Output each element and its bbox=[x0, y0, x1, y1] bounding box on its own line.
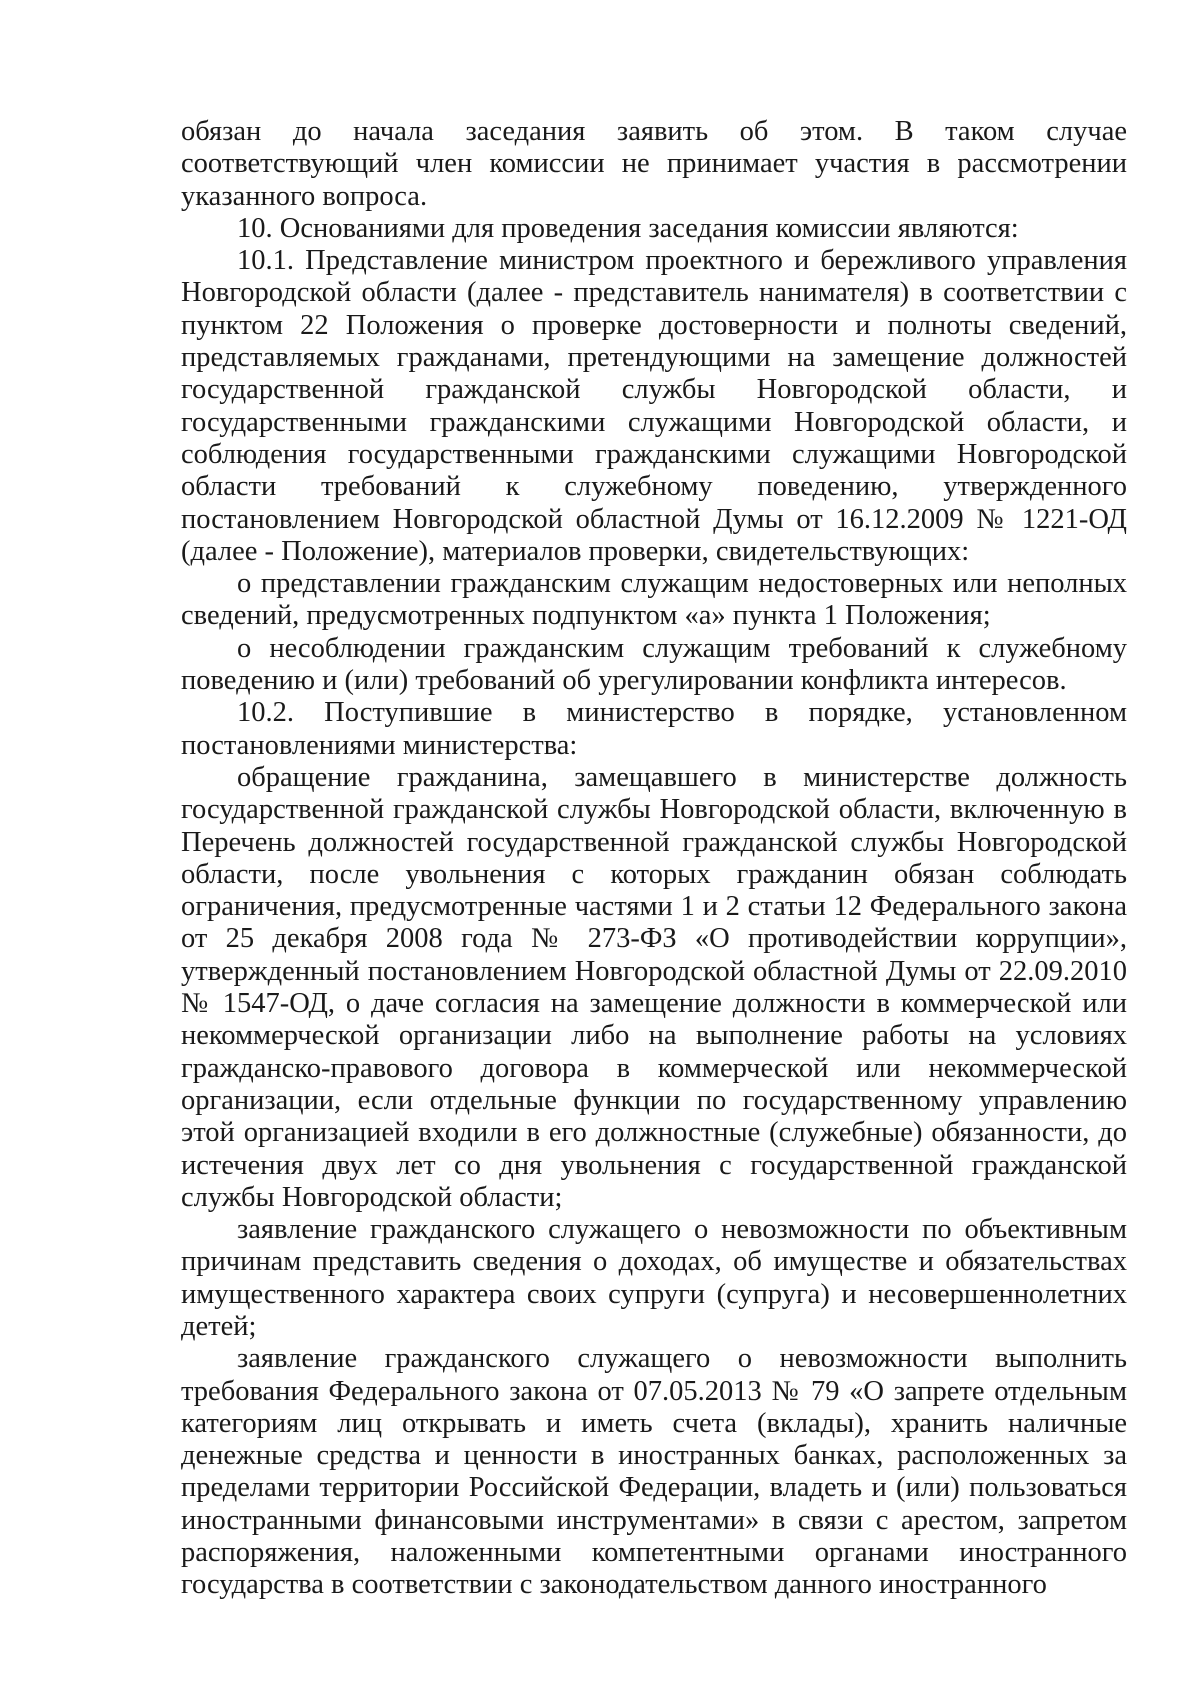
paragraph-10-2-item-statement-income: заявление гражданского служащего о невозможности по объективным причинам представить сведения о доходах, об имуществе и обязательствах имущественного характера своих супруги (супруга) и несовершеннолетних детей; bbox=[181, 1214, 1127, 1342]
paragraph-10-2-item-statement-foreign: заявление гражданского служащего о невозможности выполнить требования Федерального закона от 07.05.2013 № 79 «О запрете отдельным категориям лиц открывать и иметь счета (вклады), хранить наличные денежные средства и ценности в иностранных банках, расположенных за пределами территории Российской Федерации, владеть и (или) пользоваться иностранными финансовыми инструментами» в связи с арестом, запретом распоряжения, наложенными компетентными органами иностранного государства в соответствии с законодательством данного иностранного bbox=[181, 1343, 1127, 1601]
paragraph-10-2: 10.2. Поступившие в министерство в порядке, установленном постановлениями министерства: bbox=[181, 697, 1127, 761]
document-body bbox=[181, 116, 1127, 1602]
paragraph-10-1-item-b: о несоблюдении гражданским служащим требований к служебному поведению и (или) требований об урегулировании конфликта интересов. bbox=[181, 632, 1127, 697]
paragraph-10-2-item-appeal: обращение гражданина, замещавшего в министерстве должность государственной гражданской службы Новгородской области, включенную в Перечень должностей государственной гражданской службы Новгородской области, после увольнения с которых гражданин обязан соблюдать ограничения, предусмотренные частями 1 и 2 статьи 12 Федерального закона от 25 декабря 2008 года № 273-ФЗ «О противодействии коррупции», утвержденный постановлением Новгородской областной Думы от 22.09.2010 № 1547-ОД, о даче согласия на замещение должности в коммерческой или некоммерческой организации либо на выполнение работы на условиях гражданско-правового договора в коммерческой или некоммерческой организации, если отдельные функции по государственному управлению этой организацией входили в его должностные (служебные) обязанности, до истечения двух лет со дня увольнения с государственной гражданской службы Новгородской области; bbox=[181, 761, 1127, 1213]
paragraph-10-heading: 10. Основаниями для проведения заседания комиссии являются: bbox=[237, 212, 1019, 244]
paragraph-10-1: 10.1. Представление министром проектного и бережливого управления Новгородской области (далее - представитель нанимателя) в соответствии с пунктом 22 Положения о проверке достоверности и полноты сведений, представляемых гражданами, претендующими на замещение должностей государственной гражданской службы Новгородской области, и государственными гражданскими служащими Новгородской области, и соблюдения государственными гражданскими служащими Новгородской области требований к служебному поведению, утвержденного постановлением Новгородской областной Думы от 16.12.2009 № 1221-ОД (далее - Положение), материалов проверки, свидетельствующих: bbox=[181, 245, 1127, 567]
paragraph-10-1-item-a: о представлении гражданским служащим недостоверных или неполных сведений, предусмотренных подпунктом «а» пункта 1 Положения; bbox=[181, 568, 1127, 632]
paragraph-continuation: обязан до начала заседания заявить об этом. В таком случае соответствующий член комиссии не принимает участия в рассмотрении указанного вопроса. bbox=[181, 116, 1127, 212]
